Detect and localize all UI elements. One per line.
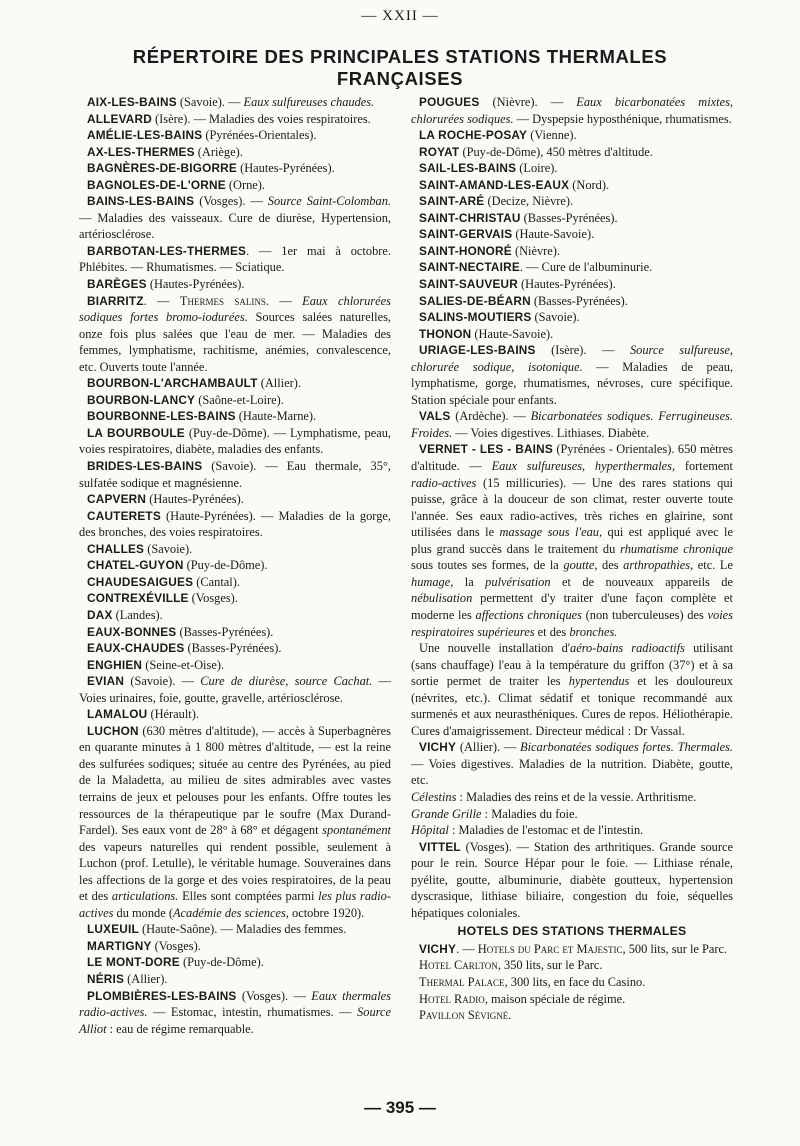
station-name: LUXEUIL (87, 922, 139, 937)
station-entry (411, 193, 733, 210)
entry-text: Une nouvelle installation d' (419, 641, 570, 656)
entry-text: (Pyrénées - Orientales). 650 mètres d'altitude. — (411, 442, 733, 474)
entry-text: utilisant (sans chauffage) l'eau à la température du griffon (37°) et à sa sortie permet de traiter les (411, 641, 733, 689)
station-name: VITTEL (419, 839, 461, 854)
page-number: — 395 — (364, 1098, 436, 1117)
italic-text: rhumatisme chronique (620, 541, 733, 556)
station-name: AMÉLIE-LES-BAINS (87, 128, 203, 143)
italic-text: Grande Grille (411, 806, 482, 821)
small-caps-text: Hotel Carlton (419, 958, 498, 973)
station-name: BOURBON-LANCY (87, 392, 196, 407)
entry-text: , 500 lits, sur le Parc. (622, 941, 728, 956)
station-name: BOURBONNE-LES-BAINS (87, 409, 236, 424)
station-entry (411, 806, 733, 823)
entry-text: (Puy-de-Dôme). (179, 955, 264, 970)
station-entry (79, 954, 391, 971)
italic-text: humage, (411, 574, 454, 589)
entry-text: (Hautes-Pyrénées). (236, 161, 335, 176)
entry-text: du monde ( (113, 905, 173, 920)
station-name: CHAUDESAIGUES (87, 574, 194, 589)
italic-text: aéro-bains radioactifs (570, 641, 685, 656)
italic-text: Eaux sulfureuses, hyperthermales, (491, 459, 676, 474)
station-name: DAX (87, 607, 113, 622)
station-entry (411, 408, 733, 441)
entry-text: (Nièvre). (511, 243, 561, 258)
entry-text: (Hautes-Pyrénées). (146, 277, 245, 292)
station-entry (79, 557, 391, 574)
station-entry (411, 839, 733, 922)
entry-text: (Cantal). (193, 574, 240, 589)
italic-text: Célestins (411, 789, 457, 804)
entry-text: . (508, 1008, 512, 1023)
entry-text: (Nièvre). — (479, 95, 577, 109)
entry-text: et de nouveaux appareils de (550, 574, 734, 589)
station-name: NÉRIS (87, 971, 125, 986)
station-name: LAMALOU (87, 707, 148, 722)
station-entry (79, 657, 391, 674)
station-name: EAUX-CHAUDES (87, 641, 185, 656)
entry-text: (Vosges). — (236, 988, 312, 1003)
italic-text: radio-actives (411, 475, 477, 490)
station-name: SAINT-ARÉ (419, 194, 485, 209)
entry-text: (Hautes-Pyrénées). (146, 492, 244, 507)
station-entry (79, 375, 391, 392)
station-entry (411, 293, 733, 310)
entry-text: (Savoie). (144, 541, 193, 556)
station-entry (411, 94, 733, 127)
station-name: SAINT-HONORÉ (419, 243, 512, 258)
roman-folio: — XXII — (361, 8, 439, 24)
entry-text: (Ariège). (194, 144, 243, 159)
entry-text: Sources salées naturelles, onze fois plus salées que l'eau de mer. — Maladies des femmes, lymphatisme, rachitisme, anémies, convalescence, etc. Ouverts toute l'année. (79, 310, 391, 374)
section-heading: HOTELS DES STATIONS THERMALES (457, 924, 687, 939)
entry-text: (Vosges). — Station des arthritiques. Grande source pour le rein. Source Hépar pour le foie. — Lithiase rénale, pyélite, goutte, albuminurie, diabète goutteux, hypertension dyscrasique, lithiase biliaire, congestion du foie, séquelles hépatiques coloniales. (411, 839, 733, 920)
italic-text: les plus radio-actives (79, 889, 391, 920)
entry-text: (non tuberculeuses) des (581, 607, 708, 622)
station-entry (79, 144, 391, 161)
entry-text: (Puy-de-Dôme). (183, 558, 268, 573)
small-caps-text: Hotel Radio (419, 991, 485, 1006)
station-name: URIAGE-LES-BAINS (419, 343, 536, 358)
entry-text: (Vosges). — (194, 194, 268, 209)
entry-text: . — (265, 293, 303, 308)
station-name: EVIAN (87, 674, 125, 689)
station-entry (411, 276, 733, 293)
entry-text: (Basses-Pyrénées). (530, 293, 628, 308)
station-entry (79, 425, 391, 458)
italic-text: voies respiratoires supérieures (411, 607, 733, 639)
entry-text: des (597, 558, 624, 573)
station-entry (79, 624, 391, 641)
station-name: VICHY (419, 740, 457, 755)
station-entry (411, 1007, 733, 1024)
station-name: SAINT-NECTAIRE (419, 260, 520, 275)
station-name: LA BOURBOULE (87, 425, 185, 440)
station-entry (79, 276, 391, 293)
entry-text: (Haute-Savoie). (512, 227, 595, 242)
entry-text: . — 1er mai à octobre. Phlébites. — Rhumatismes. — Sciatique. (79, 243, 391, 275)
station-entry (79, 971, 391, 988)
italic-text: Eaux chlorurées sodiques fortes bromo-iodurées. (79, 293, 391, 325)
entry-text: . — (143, 293, 180, 308)
station-name: PLOMBIÈRES-LES-BAINS (87, 988, 237, 1003)
station-name: CONTREXÉVILLE (87, 591, 189, 606)
station-entry (79, 607, 391, 624)
station-name: SAINT-CHRISTAU (419, 210, 521, 225)
station-name: LUCHON (87, 723, 139, 738)
station-name: EAUX-BONNES (87, 624, 177, 639)
station-name: ALLEVARD (87, 111, 152, 126)
entry-text: (Haute-Savoie). (471, 326, 554, 341)
italic-text: Académie des sciences, (172, 905, 289, 920)
entry-text: (Hérault). (147, 707, 199, 722)
station-entry (411, 974, 733, 991)
italic-text: Eaux bicarbonatées mixtes, chlorurées sodiques. (411, 95, 733, 126)
italic-text: Eaux thermales radio-actives. (79, 988, 391, 1020)
entry-text: . — (456, 941, 478, 956)
entry-text: la (453, 574, 486, 589)
entry-text: (Pyrénées-Orientales). (202, 128, 317, 143)
italic-text: arthropathies, (623, 558, 694, 573)
italic-text: Bicarbonatées sodiques. Ferrugineuses. Froides. (411, 409, 733, 440)
entry-text: (Allier). — (456, 740, 521, 755)
entry-text: (Basses-Pyrénées). (176, 624, 274, 639)
entry-text: (Isère). — Maladies des voies respiratoires. (151, 111, 371, 126)
station-entry (411, 226, 733, 243)
station-name: SAINT-GERVAIS (419, 227, 513, 242)
entry-text: : Maladies du foie. (481, 806, 578, 821)
entry-text: qui est appliqué avec le plus grand succès dans le traitement du (411, 525, 734, 556)
entry-text: (Orne). (225, 177, 266, 192)
entry-text: sous toutes ses formes, de la (411, 558, 564, 573)
entry-text: , 300 lits, en face du Casino. (504, 974, 646, 989)
italic-text: articulations. (111, 889, 179, 904)
entry-text: (Savoie). (531, 310, 580, 325)
station-name: BRIDES-LES-BAINS (87, 459, 203, 474)
station-name: BAGNÈRES-DE-BIGORRE (87, 161, 237, 176)
entry-text: — Dyspepsie hyposthénique, rhumatismes. (513, 111, 732, 126)
station-name: AX-LES-THERMES (87, 144, 195, 159)
station-entry (411, 326, 733, 343)
station-name: SAINT-AMAND-LES-EAUX (419, 177, 570, 192)
entry-text: : Maladies des reins et de la vessie. Arthritisme. (456, 789, 697, 804)
entry-text: (Basses-Pyrénées). (520, 210, 618, 225)
station-entry (411, 789, 733, 806)
italic-text: Source Saint-Colomban. (267, 194, 391, 209)
station-name: VALS (419, 409, 451, 424)
station-entry (411, 822, 733, 839)
entry-text: (Savoie). — (124, 674, 201, 689)
station-entry (411, 144, 733, 161)
station-entry (411, 243, 733, 260)
station-name: AIX-LES-BAINS (87, 95, 177, 109)
station-entry (79, 988, 391, 1038)
italic-text: pulvérisation (485, 574, 551, 589)
italic-text: Cure de diurèse, source Cachat. (200, 674, 373, 689)
station-entry (411, 210, 733, 227)
station-entry (411, 177, 733, 194)
station-entry (79, 243, 391, 276)
station-entry (411, 309, 733, 326)
left-column (79, 94, 391, 1037)
station-entry (79, 640, 391, 657)
station-entry (79, 541, 391, 558)
entry-text: (Nord). (569, 177, 610, 192)
entry-text: . — Cure de l'albuminurie. (519, 260, 653, 275)
italic-text: massage sous l'eau, (499, 525, 603, 540)
station-name: CHATEL-GUYON (87, 558, 184, 573)
entry-text: (Ardèche). — (450, 409, 531, 424)
station-entry (79, 508, 391, 541)
station-name: SALINS-MOUTIERS (419, 310, 532, 325)
entry-text: — Voies digestives. Maladies de la nutrition. Diabète, goutte, etc. (411, 756, 733, 788)
station-name: BAGNOLES-DE-L'ORNE (87, 177, 226, 192)
station-name: VICHY (419, 941, 457, 956)
station-name: ENGHIEN (87, 657, 143, 672)
station-entry (411, 160, 733, 177)
station-name: SAIL-LES-BAINS (419, 161, 517, 176)
entry-text: et des (534, 624, 570, 639)
station-entry (79, 392, 391, 409)
station-name: BARBOTAN-LES-THERMES (87, 243, 247, 258)
entry-text: — Estomac, intestin, rhumatismes. — (147, 1005, 358, 1020)
station-entry (411, 441, 733, 640)
entry-text: (Puy-de-Dôme). — Lymphatisme, peau, voies respiratoires, diabète, maladies des enfants. (79, 425, 391, 457)
right-column (411, 94, 733, 1024)
station-entry (79, 111, 391, 128)
station-entry (411, 640, 733, 739)
station-name: THONON (419, 326, 472, 341)
station-name: POUGUES (419, 95, 480, 109)
station-name: BOURBON-L'ARCHAMBAULT (87, 376, 258, 391)
station-name: MARTIGNY (87, 938, 152, 953)
italic-text: Bicarbonatées sodiques fortes. Thermales. (520, 740, 733, 755)
station-name: CAPVERN (87, 492, 147, 507)
station-entry (411, 127, 733, 144)
entry-text: , 350 lits, sur le Parc. (497, 958, 603, 973)
entry-text: fortement (675, 459, 733, 474)
entry-text: (Haute-Pyrénées). — Maladies de la gorge, des bronches, des voies respiratoires. (79, 508, 391, 540)
station-name: CAUTERETS (87, 508, 161, 523)
italic-text: goutte, (563, 558, 598, 573)
station-entry (79, 921, 391, 938)
italic-text: Eaux sulfureuses chaudes. (243, 95, 375, 109)
entry-text: (Savoie). — Eau thermale, 35°, sulfatée sodique et magnésienne. (79, 459, 391, 490)
station-entry (79, 160, 391, 177)
entry-text: (Loire). (516, 161, 558, 176)
station-name: BARÈGES (87, 277, 147, 292)
station-entry (79, 574, 391, 591)
station-entry (79, 94, 391, 111)
entry-text: (15 millicuries). — Une des rares stations qui puisse, grâce à la douceur de son climat, rester ouverte toute l'année. Ses eaux radio-actives, très riches en glairine, sont utilisées dans le (411, 475, 733, 540)
entry-text: (Saône-et-Loire). (195, 392, 284, 407)
station-entry (411, 259, 733, 276)
entry-text: (Isère). — (535, 343, 630, 358)
station-entry (79, 706, 391, 723)
entry-text: (Basses-Pyrénées). (184, 641, 282, 656)
small-caps-text: Thermal Palace (419, 974, 505, 989)
italic-text: Source sulfureuse, chlorurée sodique, isotonique. (411, 343, 734, 374)
station-entry (411, 991, 733, 1008)
station-entry (79, 590, 391, 607)
station-entry (79, 293, 391, 376)
entry-text: : Maladies de l'estomac et de l'intestin. (448, 823, 644, 838)
station-entry (79, 193, 391, 243)
entry-text: des vapeurs naturelles qui rendent possible, seulement à Luchon (prof. Letulle), le véritable humage. Souveraines dans les affections de la gorge et des voies respiratoires, de la peau et des (79, 839, 391, 904)
station-entry (79, 127, 391, 144)
entry-text: (Hautes-Pyrénées). (517, 277, 616, 292)
italic-text: affections chroniques (475, 607, 582, 622)
entry-text: (Allier). (124, 971, 168, 986)
station-entry (79, 938, 391, 955)
station-entry (79, 458, 391, 491)
station-entry (79, 673, 391, 706)
station-name: LE MONT-DORE (87, 955, 180, 970)
small-caps-text: Hotels du Parc et Majestic (477, 941, 623, 956)
entry-text: — Voies digestives. Lithiases. Diabète. (452, 425, 650, 440)
entry-text: (Decize, Nièvre). (484, 194, 574, 209)
entry-text: — Maladies de peau, lymphatisme, gorge, rhumatismes, névroses, cure spécifique. Station spéciale pour enfants. (411, 359, 734, 407)
italic-text: nébulisation (411, 591, 473, 606)
small-caps-text: Thermes salins (179, 293, 266, 308)
entry-text: (Seine-et-Oise). (142, 657, 225, 672)
entry-text: (Savoie). — (176, 95, 244, 109)
entry-text: (Vienne). (527, 128, 577, 143)
station-name: SALIES-DE-BÉARN (419, 293, 531, 308)
entry-text: (Puy-de-Dôme), 450 mètres d'altitude. (459, 144, 653, 159)
italic-text: Source Alliot (79, 1005, 391, 1036)
entry-text: — Maladies des vaisseaux. Cure de diurèse, Hypertension, artériosclérose. (79, 210, 391, 242)
station-name: VERNET - LES - BAINS (419, 442, 553, 457)
entry-text: (Haute-Saône). — Maladies des femmes. (138, 922, 347, 937)
entry-text: (Vosges). (188, 591, 238, 606)
entry-text: et les douloureux (névrites, etc.). Climat sédatif et tonique recommandé aux surmenés et aux neurasthéniques. Cures de repos. Héliothérapie. Cures d'amaigrissement. Directeur médical : Dr Vassal. (411, 674, 733, 738)
entry-text: (Vosges). (151, 938, 201, 953)
italic-text: bronches. (569, 624, 618, 639)
station-entry (79, 177, 391, 194)
italic-text: spontanément (322, 823, 391, 838)
station-entry (411, 957, 733, 974)
entry-text: Elles sont comptées parmi (178, 889, 319, 904)
station-name: LA ROCHE-POSAY (419, 128, 528, 143)
station-name: CHALLES (87, 541, 145, 556)
station-entry (411, 941, 733, 958)
station-name: BIARRITZ (87, 293, 144, 308)
station-entry (79, 723, 391, 922)
entry-text: etc. Le (693, 558, 733, 573)
entry-text: (Landes). (112, 607, 163, 622)
entry-text: , maison spéciale de régime. (484, 991, 626, 1006)
entry-text: (Allier). (257, 376, 301, 391)
entry-text: permettent d'y traiter d'une façon complète et moderne les (411, 591, 733, 622)
station-entry (411, 342, 733, 408)
page-title: RÉPERTOIRE DES PRINCIPALES STATIONS THERMALES FRANÇAISES (132, 46, 668, 89)
station-entry (411, 739, 733, 789)
small-caps-text: Pavillon Sévigné (419, 1008, 509, 1023)
station-name: SAINT-SAUVEUR (419, 277, 518, 292)
station-entry (79, 491, 391, 508)
station-entry (79, 408, 391, 425)
entry-text: (Haute-Marne). (235, 409, 317, 424)
italic-text: Hôpital (411, 823, 449, 838)
entry-text: octobre 1920). (288, 905, 365, 920)
station-name: ROYAT (419, 144, 460, 159)
entry-text: (630 mètres d'altitude), — accès à Superbagnères en quarante minutes à 1 800 mètres d'altitude, — est la reine des sulfurées sodiques; située au centre des Pyrénées, au pied de la Maladetta, au milieu de sites admirables avec vastes terrains de jeux et pelouses pour les enfants. Offre toutes les ressources de la thérapeutique par le soufre (Max Durand-Fardel). Ses eaux vont de 28° à 68° et dégagent (79, 723, 391, 838)
entry-text: : eau de régime remarquable. (106, 1021, 254, 1036)
entry-text: — Voies urinaires, foie, goutte, gravelle, artériosclérose. (79, 674, 391, 705)
italic-text: hypertendus (568, 674, 630, 689)
station-name: BAINS-LES-BAINS (87, 194, 195, 209)
